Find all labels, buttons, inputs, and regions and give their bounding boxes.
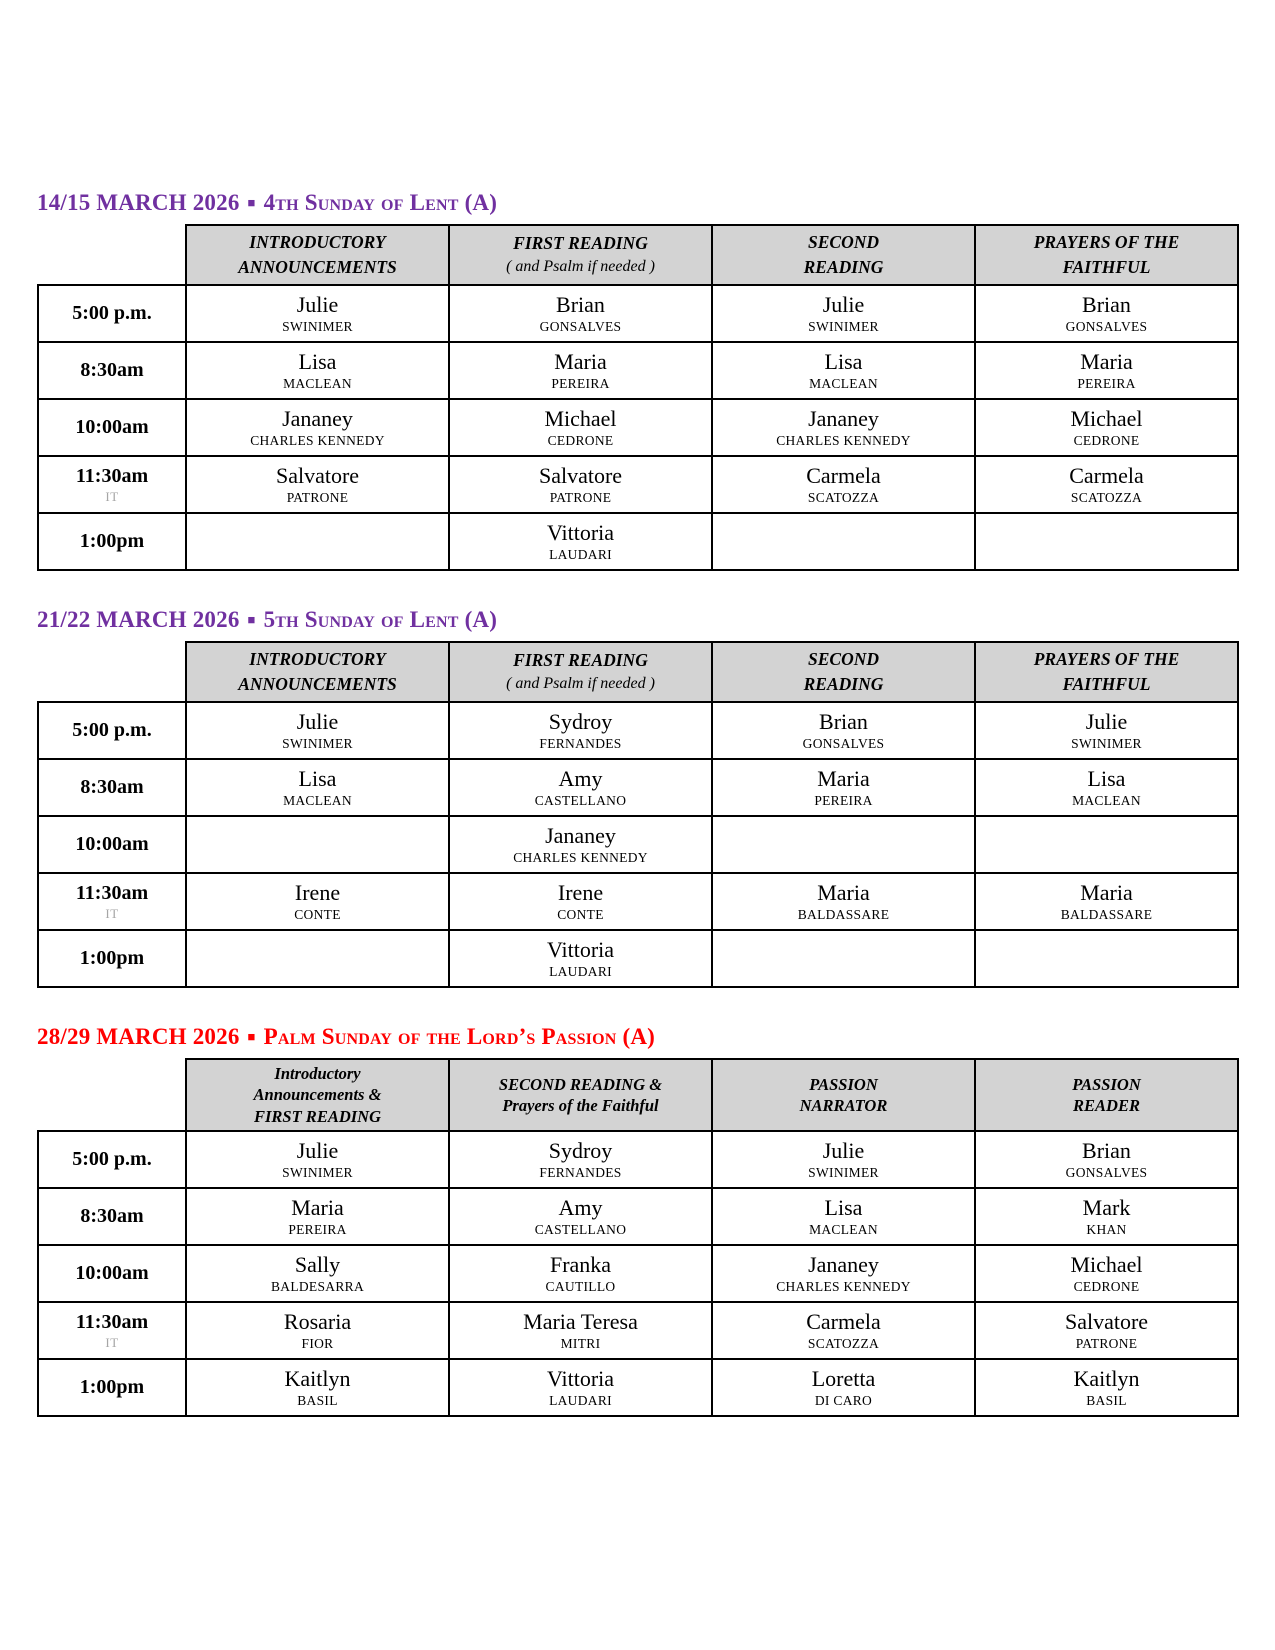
column-header-line: NARRATOR: [799, 1096, 888, 1115]
first-name: Maria: [817, 765, 870, 791]
first-name: Amy: [558, 765, 603, 791]
schedule-row: [38, 456, 1238, 513]
column-header: [712, 642, 975, 702]
last-name: PEREIRA: [1077, 375, 1136, 391]
column-header-line: FIRST READING: [513, 233, 648, 254]
last-name: CHARLES KENNEDY: [513, 849, 648, 865]
time-label: 8:30am: [80, 776, 144, 798]
first-name: Michael: [544, 405, 617, 431]
first-name: Sally: [294, 1251, 341, 1277]
time-cell: [38, 513, 186, 570]
assignment-cell: [449, 702, 712, 759]
schedule-row: [38, 1131, 1238, 1188]
section-date: 21/22 MARCH 2026: [37, 607, 240, 632]
column-header-line: FAITHFUL: [1062, 257, 1151, 277]
last-name: SWINIMER: [282, 318, 353, 334]
time-cell: [38, 342, 186, 399]
assignment-cell: [449, 1245, 712, 1302]
assignment-cell: [186, 1302, 449, 1359]
header-row: [38, 225, 1238, 285]
assignment-cell: [712, 873, 975, 930]
first-name: Brian: [556, 291, 605, 317]
assignment-cell: [712, 702, 975, 759]
assignment-cell: [975, 1245, 1238, 1302]
column-header-line: FIRST READING: [254, 1106, 381, 1126]
last-name: GONSALVES: [1065, 1164, 1148, 1180]
corner-cell: [38, 642, 186, 702]
column-header-line: ( and Psalm if needed ): [506, 675, 655, 693]
first-name: Julie: [296, 708, 339, 734]
assignment-cell: [712, 456, 975, 513]
first-name: Mark: [1082, 1194, 1131, 1220]
column-header: [449, 1059, 712, 1131]
last-name: CHARLES KENNEDY: [250, 432, 385, 448]
assignment-cell: [186, 873, 449, 930]
assignment-cell: [186, 1131, 449, 1188]
assignment-cell: [449, 456, 712, 513]
last-name: MACLEAN: [809, 1221, 878, 1237]
assignment-cell: [975, 456, 1238, 513]
last-name: GONSALVES: [802, 735, 885, 751]
assignment-cell: [449, 816, 712, 873]
assignment-cell: [975, 816, 1238, 873]
first-name: Amy: [558, 1194, 603, 1220]
assignment-cell: [186, 285, 449, 342]
last-name: CEDRONE: [547, 432, 614, 448]
schedule-row: [38, 342, 1238, 399]
first-name: Carmela: [1069, 462, 1144, 488]
language-note: IT: [105, 488, 119, 504]
assignment-cell: [712, 759, 975, 816]
assignment-cell: [186, 702, 449, 759]
first-name: Irene: [294, 879, 341, 905]
column-header-line: Introductory: [274, 1063, 361, 1083]
last-name: SWINIMER: [282, 735, 353, 751]
last-name: FERNANDES: [539, 735, 622, 751]
column-header-line: PRAYERS OF THE: [1033, 649, 1180, 670]
time-cell: [38, 1302, 186, 1359]
time-cell: [38, 1245, 186, 1302]
time-cell: [38, 285, 186, 342]
assignment-cell: [712, 513, 975, 570]
assignment-cell: [449, 1359, 712, 1416]
last-name: LAUDARI: [549, 546, 612, 562]
last-name: GONSALVES: [539, 318, 622, 334]
time-label: 10:00am: [75, 416, 149, 438]
last-name: BASIL: [1086, 1392, 1127, 1408]
schedule-section: [37, 1024, 1241, 1417]
assignment-cell: [449, 759, 712, 816]
first-name: Franka: [549, 1251, 612, 1277]
last-name: MACLEAN: [283, 375, 352, 391]
assignment-cell: [449, 342, 712, 399]
assignment-cell: [975, 759, 1238, 816]
section-event: Palm Sunday of the Lord’s Passion (A): [263, 1024, 655, 1049]
time-label: 5:00 p.m.: [72, 719, 152, 741]
bullet-separator-icon: ■: [247, 1029, 256, 1044]
column-header-line: ( and Psalm if needed ): [506, 258, 655, 276]
time-cell: [38, 930, 186, 987]
assignment-cell: [449, 399, 712, 456]
column-header-line: FAITHFUL: [1062, 674, 1151, 694]
language-note: IT: [105, 1334, 119, 1350]
last-name: SCATOZZA: [1070, 489, 1143, 505]
schedule-row: [38, 1302, 1238, 1359]
last-name: SWINIMER: [282, 1164, 353, 1180]
time-cell: [38, 702, 186, 759]
last-name: SCATOZZA: [807, 1335, 880, 1351]
column-header-line: ANNOUNCEMENTS: [238, 674, 397, 694]
first-name: Salvatore: [1064, 1308, 1149, 1334]
assignment-cell: [449, 1302, 712, 1359]
schedule-row: [38, 759, 1238, 816]
first-name: Vittoria: [546, 519, 615, 545]
section-event: 4th Sunday of Lent (A): [263, 190, 498, 215]
assignment-cell: [449, 873, 712, 930]
time-label: 8:30am: [80, 1205, 144, 1227]
last-name: CEDRONE: [1073, 1278, 1140, 1294]
last-name: CAUTILLO: [545, 1278, 616, 1294]
first-name: Vittoria: [546, 1365, 615, 1391]
corner-cell: [38, 1059, 186, 1131]
first-name: Salvatore: [538, 462, 623, 488]
assignment-cell: [975, 1131, 1238, 1188]
assignment-cell: [186, 513, 449, 570]
time-label: 10:00am: [75, 1262, 149, 1284]
header-row: [38, 1059, 1238, 1131]
last-name: CASTELLANO: [534, 792, 627, 808]
column-header: [975, 225, 1238, 285]
column-header-line: PRAYERS OF THE: [1033, 232, 1180, 253]
header-row: [38, 642, 1238, 702]
last-name: CEDRONE: [1073, 432, 1140, 448]
first-name: Maria: [817, 879, 870, 905]
assignment-cell: [449, 285, 712, 342]
column-header: [186, 1059, 449, 1131]
assignment-cell: [449, 1131, 712, 1188]
assignment-cell: [712, 1302, 975, 1359]
last-name: FERNANDES: [539, 1164, 622, 1180]
last-name: SCATOZZA: [807, 489, 880, 505]
first-name: Sydroy: [548, 708, 613, 734]
assignment-cell: [975, 1188, 1238, 1245]
assignment-cell: [975, 1359, 1238, 1416]
time-cell: [38, 399, 186, 456]
assignment-cell: [712, 930, 975, 987]
time-cell: [38, 1188, 186, 1245]
first-name: Jananey: [545, 822, 616, 848]
assignment-cell: [975, 285, 1238, 342]
column-header: [712, 225, 975, 285]
assignment-cell: [449, 513, 712, 570]
first-name: Rosaria: [283, 1308, 352, 1334]
last-name: PATRONE: [286, 489, 349, 505]
first-name: Vittoria: [546, 936, 615, 962]
column-header: [186, 225, 449, 285]
first-name: Maria: [1080, 348, 1133, 374]
column-header: [712, 1059, 975, 1131]
first-name: Loretta: [811, 1365, 876, 1391]
column-header-line: ANNOUNCEMENTS: [238, 257, 397, 277]
last-name: MACLEAN: [1072, 792, 1141, 808]
first-name: Sydroy: [548, 1137, 613, 1163]
last-name: MACLEAN: [809, 375, 878, 391]
first-name: Salvatore: [275, 462, 360, 488]
time-label: 1:00pm: [79, 530, 145, 552]
assignment-cell: [975, 399, 1238, 456]
column-header-line: INTRODUCTORY: [249, 232, 386, 253]
last-name: CHARLES KENNEDY: [776, 1278, 911, 1294]
first-name: Lisa: [298, 348, 337, 374]
section-title: [37, 1024, 1241, 1050]
time-label: 5:00 p.m.: [72, 1148, 152, 1170]
assignment-cell: [975, 342, 1238, 399]
last-name: FIOR: [301, 1335, 334, 1351]
time-label: 5:00 p.m.: [72, 302, 152, 324]
section-title: [37, 607, 1241, 633]
schedule-row: [38, 1245, 1238, 1302]
bullet-separator-icon: ■: [247, 612, 256, 627]
assignment-cell: [975, 1302, 1238, 1359]
column-header: [449, 225, 712, 285]
first-name: Brian: [1082, 291, 1131, 317]
last-name: GONSALVES: [1065, 318, 1148, 334]
first-name: Irene: [557, 879, 604, 905]
column-header: [186, 642, 449, 702]
assignment-cell: [975, 930, 1238, 987]
schedule-row: [38, 873, 1238, 930]
last-name: PEREIRA: [814, 792, 873, 808]
first-name: Lisa: [824, 1194, 863, 1220]
section-event: 5th Sunday of Lent (A): [263, 607, 498, 632]
first-name: Lisa: [1087, 765, 1126, 791]
assignment-cell: [712, 816, 975, 873]
first-name: Maria: [554, 348, 607, 374]
schedule-row: [38, 816, 1238, 873]
time-cell: [38, 456, 186, 513]
last-name: PATRONE: [1075, 1335, 1138, 1351]
language-note: IT: [105, 905, 119, 921]
first-name: Maria: [291, 1194, 344, 1220]
first-name: Julie: [1085, 708, 1128, 734]
assignment-cell: [975, 873, 1238, 930]
last-name: MITRI: [560, 1335, 601, 1351]
time-label: 11:30am: [75, 1310, 149, 1333]
column-header: [449, 642, 712, 702]
last-name: LAUDARI: [549, 1392, 612, 1408]
assignment-cell: [186, 399, 449, 456]
first-name: Julie: [822, 1137, 865, 1163]
first-name: Lisa: [298, 765, 337, 791]
first-name: Brian: [1082, 1137, 1131, 1163]
assignment-cell: [712, 1245, 975, 1302]
time-label: 10:00am: [75, 833, 149, 855]
assignment-cell: [186, 930, 449, 987]
column-header-line: Announcements &: [253, 1085, 382, 1105]
schedule-table: [37, 1058, 1239, 1417]
column-header-line: INTRODUCTORY: [249, 649, 386, 670]
column-header: [975, 642, 1238, 702]
last-name: BALDASSARE: [797, 906, 890, 922]
assignment-cell: [712, 1188, 975, 1245]
time-cell: [38, 816, 186, 873]
column-header-line: Prayers of the Faithful: [502, 1096, 659, 1115]
first-name: Jananey: [282, 405, 353, 431]
assignment-cell: [186, 1245, 449, 1302]
assignment-cell: [186, 759, 449, 816]
schedule-section: [37, 607, 1241, 988]
schedule-section: [37, 190, 1241, 571]
first-name: Michael: [1070, 405, 1143, 431]
time-cell: [38, 873, 186, 930]
schedule-row: [38, 930, 1238, 987]
column-header-line: PASSION: [809, 1074, 878, 1094]
column-header-line: PASSION: [1072, 1074, 1141, 1094]
column-header: [975, 1059, 1238, 1131]
last-name: CONTE: [557, 906, 604, 922]
time-label: 1:00pm: [79, 1376, 145, 1398]
schedule-row: [38, 513, 1238, 570]
assignment-cell: [712, 399, 975, 456]
section-date: 14/15 MARCH 2026: [37, 190, 240, 215]
last-name: PEREIRA: [551, 375, 610, 391]
assignment-cell: [186, 816, 449, 873]
first-name: Maria: [1080, 879, 1133, 905]
first-name: Jananey: [808, 405, 879, 431]
first-name: Michael: [1070, 1251, 1143, 1277]
time-cell: [38, 759, 186, 816]
schedule-row: [38, 702, 1238, 759]
assignment-cell: [186, 342, 449, 399]
first-name: Julie: [296, 1137, 339, 1163]
column-header-line: READING: [803, 674, 884, 694]
assignment-cell: [975, 513, 1238, 570]
section-title: [37, 190, 1241, 216]
assignment-cell: [712, 1359, 975, 1416]
last-name: CHARLES KENNEDY: [776, 432, 911, 448]
assignment-cell: [449, 1188, 712, 1245]
first-name: Julie: [822, 291, 865, 317]
time-label: 8:30am: [80, 359, 144, 381]
last-name: BALDESARRA: [270, 1278, 364, 1294]
bullet-separator-icon: ■: [247, 195, 256, 210]
first-name: Kaitlyn: [284, 1365, 351, 1391]
last-name: CONTE: [294, 906, 341, 922]
schedule-row: [38, 1359, 1238, 1416]
schedule-row: [38, 285, 1238, 342]
first-name: Lisa: [824, 348, 863, 374]
column-header-line: SECOND READING &: [498, 1074, 663, 1094]
assignment-cell: [449, 930, 712, 987]
assignment-cell: [712, 285, 975, 342]
schedule-table: [37, 641, 1239, 988]
time-label: 11:30am: [75, 464, 149, 487]
last-name: BASIL: [297, 1392, 338, 1408]
last-name: SWINIMER: [808, 318, 879, 334]
last-name: PATRONE: [549, 489, 612, 505]
first-name: Carmela: [806, 1308, 881, 1334]
schedule-row: [38, 399, 1238, 456]
assignment-cell: [975, 702, 1238, 759]
first-name: Maria Teresa: [523, 1308, 638, 1334]
time-label: 11:30am: [75, 881, 149, 904]
time-cell: [38, 1131, 186, 1188]
assignment-cell: [186, 1359, 449, 1416]
first-name: Kaitlyn: [1073, 1365, 1140, 1391]
schedule-row: [38, 1188, 1238, 1245]
assignment-cell: [712, 1131, 975, 1188]
last-name: SWINIMER: [808, 1164, 879, 1180]
corner-cell: [38, 225, 186, 285]
column-header-line: SECOND: [808, 649, 879, 670]
last-name: SWINIMER: [1071, 735, 1142, 751]
column-header-line: READER: [1073, 1096, 1140, 1115]
assignment-cell: [186, 456, 449, 513]
last-name: MACLEAN: [283, 792, 352, 808]
column-header-line: READING: [803, 257, 884, 277]
assignment-cell: [712, 342, 975, 399]
schedule-table: [37, 224, 1239, 571]
first-name: Carmela: [806, 462, 881, 488]
first-name: Julie: [296, 291, 339, 317]
last-name: LAUDARI: [549, 963, 612, 979]
column-header-line: SECOND: [808, 232, 879, 253]
last-name: PEREIRA: [288, 1221, 347, 1237]
first-name: Brian: [819, 708, 868, 734]
last-name: BALDASSARE: [1060, 906, 1153, 922]
column-header-line: FIRST READING: [513, 650, 648, 671]
last-name: DI CARO: [814, 1392, 873, 1408]
time-label: 1:00pm: [79, 947, 145, 969]
last-name: KHAN: [1086, 1221, 1127, 1237]
assignment-cell: [186, 1188, 449, 1245]
last-name: CASTELLANO: [534, 1221, 627, 1237]
section-date: 28/29 MARCH 2026: [37, 1024, 240, 1049]
first-name: Jananey: [808, 1251, 879, 1277]
time-cell: [38, 1359, 186, 1416]
